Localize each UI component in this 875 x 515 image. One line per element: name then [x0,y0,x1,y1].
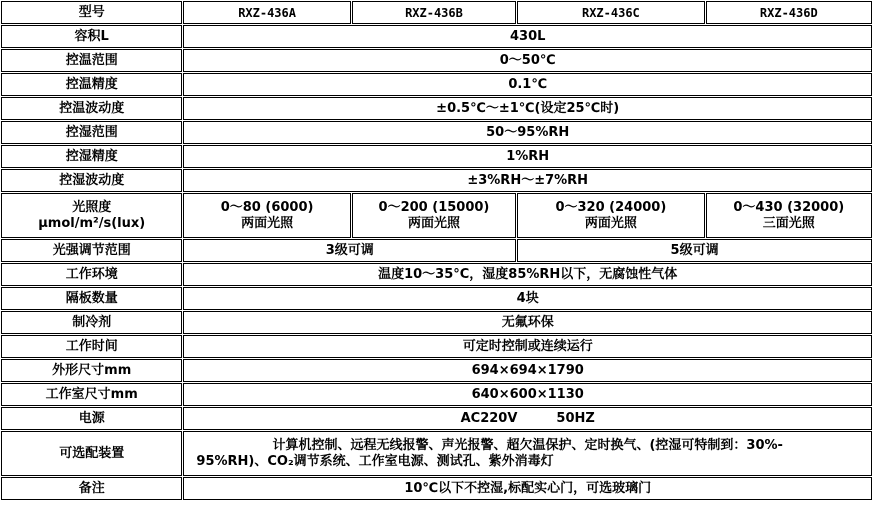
illuminance-range: 0～200 (15000) [378,199,490,215]
illuminance-range: 0～320 (24000) [555,199,667,215]
temp-range-row [1,49,872,72]
refrigerant-row [1,311,872,334]
illuminance-label-line1: 光照度 [72,199,112,215]
options-label: 可选配装置 [1,431,182,476]
options-value [183,431,872,476]
illuminance-sides: 两面光照 [584,215,637,231]
outer-size-value: 694×694×1790 [183,359,872,382]
humidity-precision-value: 1%RH [183,145,872,168]
refrigerant-value: 无氟环保 [183,311,872,334]
temp-range-value: 0～50℃ [183,49,872,72]
model-d: RXZ-436D [706,1,872,24]
humidity-fluctuation-label: 控湿波动度 [1,169,182,192]
illuminance-value-c [517,193,704,238]
outer-size-row [1,359,872,382]
illuminance-value-b [352,193,516,238]
outer-size-label: 外形尺寸mm [1,359,182,382]
illuminance-sides: 两面光照 [241,215,294,231]
model-b: RXZ-436B [352,1,516,24]
power-label: 电源 [1,407,182,430]
temp-precision-row [1,73,872,96]
illuminance-value-a [183,193,350,238]
power-value: AC220V 50HZ [183,407,872,430]
temp-fluctuation-value: ±0.5℃～±1℃(设定25℃时) [183,97,872,120]
chamber-size-label: 工作室尺寸mm [1,383,182,406]
remarks-label: 备注 [1,477,182,500]
work-time-label: 工作时间 [1,335,182,358]
refrigerant-label: 制冷剂 [1,311,182,334]
humidity-precision-label: 控湿精度 [1,145,182,168]
chamber-size-row [1,383,872,406]
environment-value: 温度10～35°C，湿度85%RH以下，无腐蚀性气体 [183,263,872,286]
humidity-range-label: 控湿范围 [1,121,182,144]
illuminance-sides: 三面光照 [762,215,815,231]
remarks-row [1,477,872,500]
humidity-range-value: 50～95%RH [183,121,872,144]
temp-range-label: 控温范围 [1,49,182,72]
model-label: 型号 [1,1,182,24]
illuminance-label-line2: μmol/m²/s(lux) [38,215,146,231]
humidity-fluctuation-row [1,169,872,192]
power-row [1,407,872,430]
illuminance-value-d [706,193,872,238]
environment-row [1,263,872,286]
environment-label: 工作环境 [1,263,182,286]
humidity-range-row [1,121,872,144]
temp-fluctuation-row [1,97,872,120]
remarks-value: 10℃以下不控湿,标配实心门，可选玻璃门 [183,477,872,500]
illuminance-label [1,193,182,238]
volume-label: 容积L [1,25,182,48]
humidity-fluctuation-value: ±3%RH～±7%RH [183,169,872,192]
options-row [1,431,872,476]
humidity-precision-row [1,145,872,168]
temp-precision-label: 控温精度 [1,73,182,96]
illuminance-row [1,193,872,238]
light-adjust-label: 光强调节范围 [1,239,182,262]
light-adjust-row [1,239,872,262]
work-time-value: 可定时控制或连续运行 [183,335,872,358]
illuminance-range: 0～80 (6000) [220,199,314,215]
options-line1: 计算机控制、远程无线报警、声光报警、超欠温保护、定时换气、(控湿可特制到：30%- [272,437,783,453]
chamber-size-value: 640×600×1130 [183,383,872,406]
temp-fluctuation-label: 控温波动度 [1,97,182,120]
shelves-value: 4块 [183,287,872,310]
work-time-row [1,335,872,358]
light-adjust-value-ab: 3级可调 [183,239,516,262]
light-adjust-value-cd: 5级可调 [517,239,872,262]
model-c: RXZ-436C [517,1,704,24]
shelves-label: 隔板数量 [1,287,182,310]
model-a: RXZ-436A [183,1,350,24]
illuminance-sides: 两面光照 [407,215,460,231]
temp-precision-value: 0.1℃ [183,73,872,96]
volume-row [1,25,872,48]
illuminance-range: 0～430 (32000) [733,199,845,215]
shelves-row [1,287,872,310]
header-row [1,1,872,24]
options-line2: 95%RH)、CO₂调节系统、工作室电源、测试孔、紫外消毒灯 [196,453,554,469]
volume-value: 430L [183,25,872,48]
